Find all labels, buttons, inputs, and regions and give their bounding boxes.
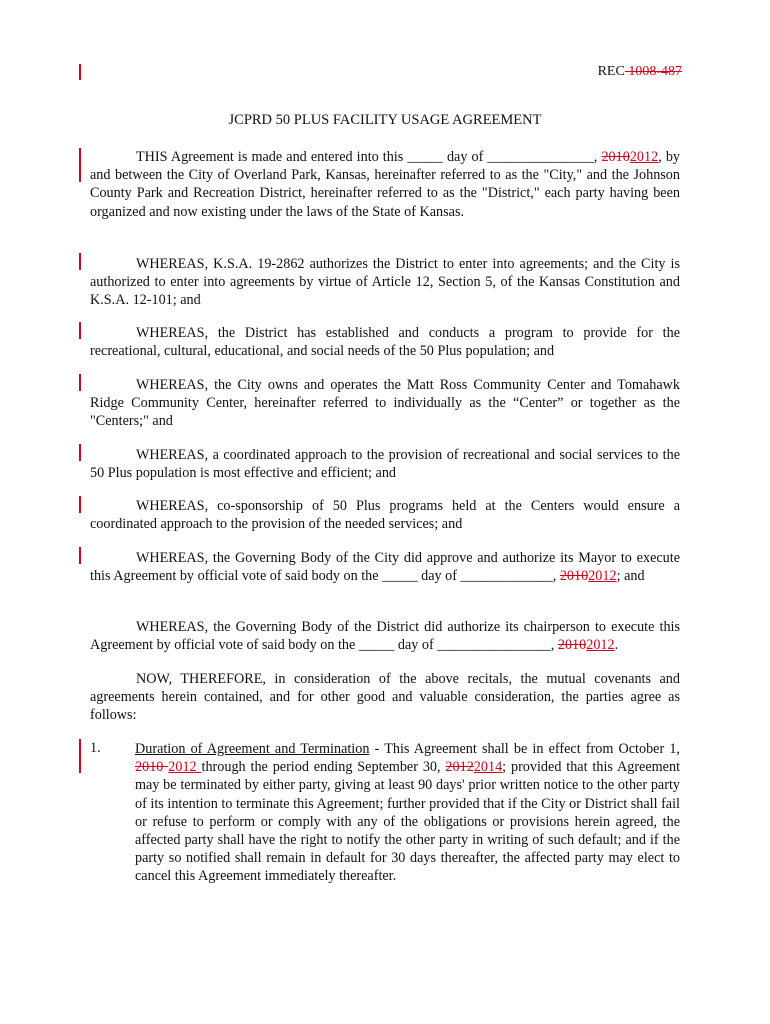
whereas-paragraph: WHEREAS, co-sponsorship of 50 Plus programs held at the Centers would ensure a coordinated approach to the provision of the needed services; and — [90, 498, 680, 533]
deleted-reference-number: 1008-487 — [624, 64, 682, 79]
inserted-start-year: 2012 — [168, 759, 202, 776]
whereas-paragraph: WHEREAS, a coordinated approach to the provision of recreational and social services to the 50 Plus population is most effective and efficient; and — [90, 447, 680, 482]
change-bar — [79, 253, 81, 270]
inserted-year: 2012 — [629, 149, 659, 165]
deleted-year: 2010 — [557, 637, 587, 654]
change-bar — [79, 64, 81, 80]
change-bar — [79, 739, 81, 773]
section-heading: Duration of Agreement and Termination — [135, 741, 370, 757]
now-therefore-paragraph: NOW, THEREFORE, in consideration of the above recitals, the mutual covenants and agreements herein contained, and for other good and valuable consideration, the parties agree as follows: — [90, 671, 680, 724]
intro-paragraph: THIS Agreement is made and entered into this _____ day of _______________, 20102012, by and between the City of Overland Park, Kansas, hereinafter referred to as the "City," and the Johnson County Park and Recreation District, hereinafter referred to as the "District," each party having been organized and now existing under the laws of the State of Kansas. — [90, 149, 681, 220]
reference-code: REC — [597, 64, 625, 79]
change-bar — [79, 322, 81, 339]
whereas-city-approval: WHEREAS, the Governing Body of the City did approve and authorize its Mayor to execute this Agreement by official vote of said body on the _____ day of _____________, 20102012; and — [90, 550, 680, 585]
change-bar — [79, 374, 81, 391]
deleted-year: 2010 — [601, 149, 630, 165]
inserted-year: 2012 — [588, 568, 617, 585]
inserted-end-year: 2014 — [473, 759, 503, 776]
whereas-paragraph: WHEREAS, the District has established and conducts a program to provide for the recreational, cultural, educational, and social needs of the 50 Plus population; and — [90, 325, 680, 360]
change-bar — [79, 148, 81, 182]
change-bar — [79, 496, 81, 513]
deleted-year: 2010 — [559, 568, 589, 585]
change-bar — [79, 547, 81, 564]
whereas-paragraph: WHEREAS, the City owns and operates the Matt Ross Community Center and Tomahawk Ridge Community Center, hereinafter referred to individually as the “Center” or together as the "Centers;" and — [90, 377, 680, 430]
inserted-year: 2012 — [586, 637, 615, 654]
section-duration-termination: Duration of Agreement and Termination - This Agreement shall be in effect from October 1, 2010 2012 through the period ending September 30, 20122014; provided that this Agreement may be terminated by either party, giving at least 90 days' prior written notice to the other party of its intention to terminate this Agreement; further provided that if the City or District shall fail or refuse to perform or comply with any of the obligations or provisions herein agreed, the affected party shall have the right to notify the other party in writing of such default; and if the party so notified shall remain in default for 30 days thereafter, the affected party may elect to cancel this Agreement immediately thereafter. — [135, 741, 681, 885]
document-title: JCPRD 50 PLUS FACILITY USAGE AGREEMENT — [228, 112, 542, 128]
section-number: 1. — [90, 740, 101, 756]
whereas-paragraph: WHEREAS, K.S.A. 19-2862 authorizes the District to enter into agreements; and the City is authorized to enter into agreements by virtue of Article 12, Section 5, of the Kansas Constitution and K.S.A. 12-101; and — [90, 256, 680, 309]
deleted-start-year: 2010 — [135, 759, 169, 776]
deleted-end-year: 2012 — [445, 759, 474, 776]
change-bar — [79, 444, 81, 461]
document-reference — [598, 64, 682, 80]
whereas-district-approval: WHEREAS, the Governing Body of the District did authorize its chairperson to execute this Agreement by official vote of said body on the _____ day of ________________, 20102012. — [90, 619, 680, 654]
